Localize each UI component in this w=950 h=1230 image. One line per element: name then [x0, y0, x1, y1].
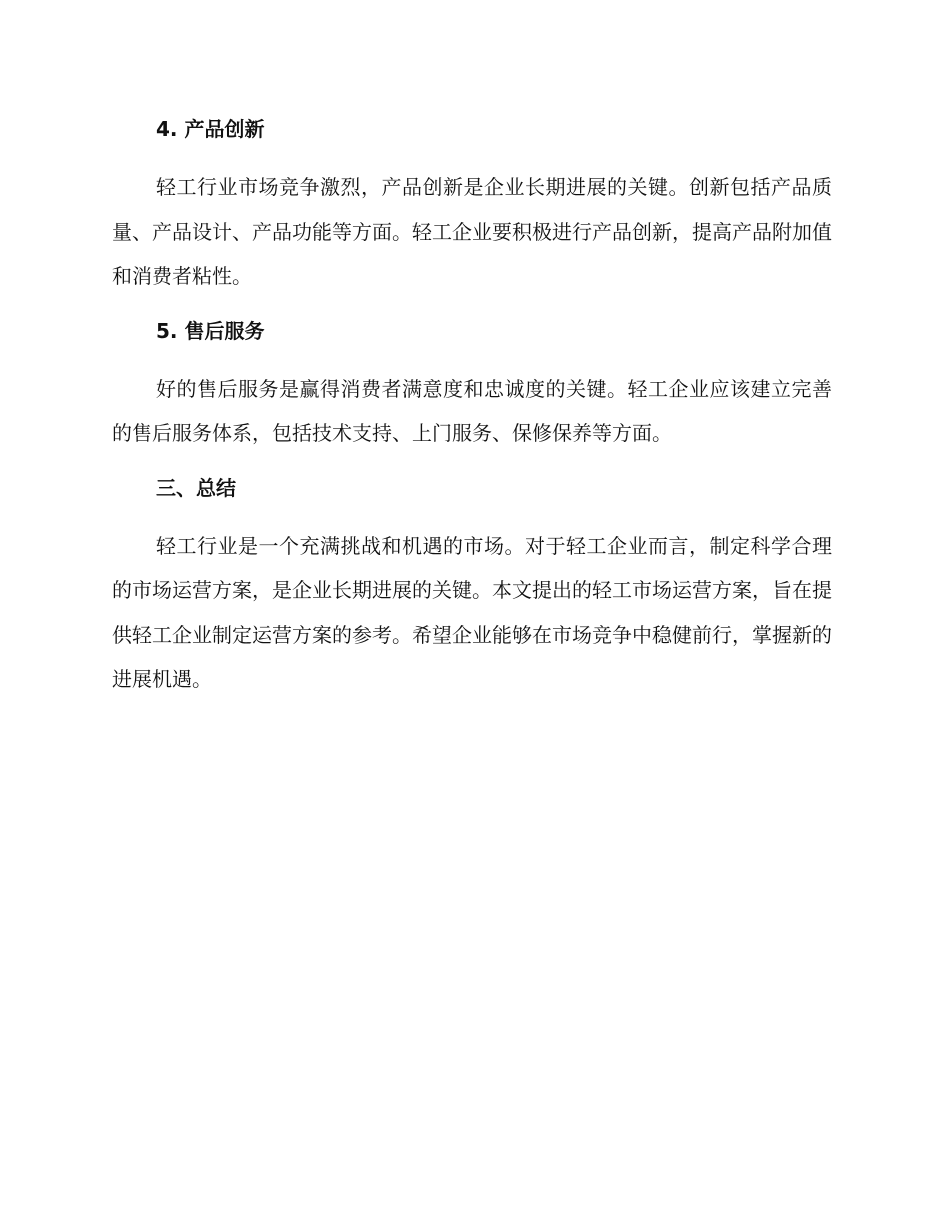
document-page	[112, 112, 832, 702]
section-heading-summary: 三、总结	[156, 475, 236, 500]
paragraph-summary: 轻工行业是一个充满挑战和机遇的市场。对于轻工企业而言，制定科学合理的市场运营方案，是企业长期进展的关键。本文提出的轻工市场运营方案，旨在提供轻工企业制定运营方案的参考。希望企业能够在市场竞争中稳健前行，掌握新的进展机遇。	[112, 533, 832, 691]
section-heading-after-sales-service: 5. 售后服务	[156, 318, 265, 343]
section-heading-product-innovation: 4. 产品创新	[156, 117, 265, 141]
paragraph-after-sales-service: 好的售后服务是赢得消费者满意度和忠诚度的关键。轻工企业应该建立完善的售后服务体系，包括技术支持、上门服务、保修保养等方面。	[112, 376, 832, 445]
paragraph-product-innovation: 轻工行业市场竞争激烈，产品创新是企业长期进展的关键。创新包括产品质量、产品设计、产品功能等方面。轻工企业要积极进行产品创新，提高产品附加值和消费者粘性。	[112, 175, 832, 288]
